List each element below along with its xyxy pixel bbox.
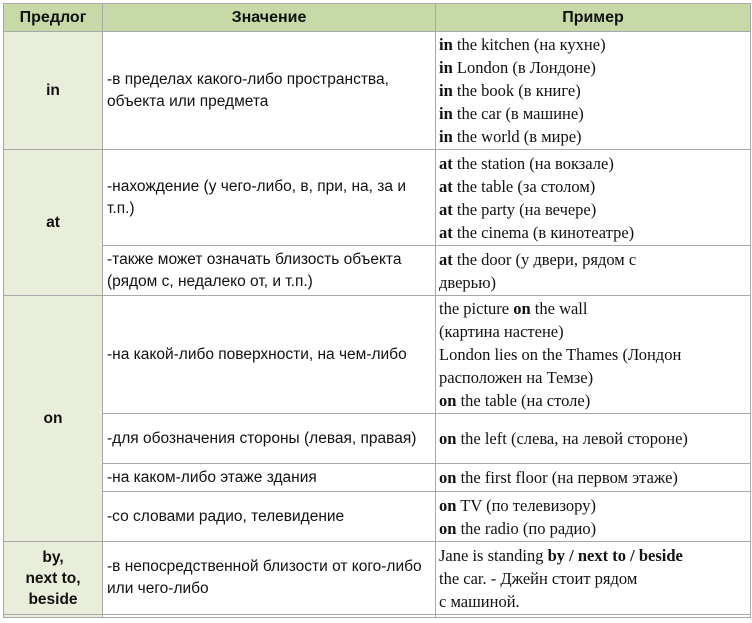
meaning-on-3: -на каком-либо этаже здания: [103, 464, 436, 492]
example-line: [439, 248, 746, 271]
example-line: [439, 517, 746, 540]
example-keyword: in: [439, 35, 453, 54]
examples-on-3: [436, 464, 751, 492]
prep-by: [4, 542, 103, 615]
example-line: [439, 175, 746, 198]
example-text: Jane is standing: [439, 545, 548, 565]
example-line: [439, 567, 746, 590]
example-keyword: in: [439, 104, 453, 123]
example-keyword: on: [513, 299, 531, 318]
meaning-on-1: -на какой-либо поверхности, на чем-либо: [103, 296, 436, 414]
example-line: [439, 320, 746, 343]
prep-on: on: [4, 296, 103, 542]
meaning-on-4: -со словами радио, телевидение: [103, 492, 436, 542]
example-line: [439, 389, 746, 412]
prep-at: at: [4, 150, 103, 296]
meaning-by: -в непосредственной близости от кого-либо или чего-либо: [103, 542, 436, 615]
bottom-strip-cell: [103, 615, 436, 618]
bottom-strip-cell: [4, 615, 103, 618]
header-row: [4, 4, 751, 32]
row-on-2: [4, 414, 751, 464]
example-text: the table (за столом): [452, 176, 596, 196]
example-keyword: in: [439, 127, 453, 146]
prep-by-line: next to,: [25, 569, 81, 587]
example-text: the left (слева, на левой стороне): [456, 429, 688, 448]
examples-in: [436, 32, 751, 150]
row-at-2: [4, 246, 751, 296]
example-keyword: on: [439, 468, 457, 487]
example-keyword: at: [439, 222, 453, 242]
example-text: the first floor (на первом этаже): [456, 468, 678, 487]
bottom-strip-cell: [436, 615, 751, 618]
row-at-1: [4, 150, 751, 246]
example-text: расположен на Темзе): [439, 368, 594, 387]
header-preposition: Предлог: [4, 4, 103, 32]
example-line: [439, 590, 746, 613]
row-by: [4, 542, 751, 615]
example-keyword: on: [439, 429, 457, 448]
example-line: [439, 56, 746, 79]
example-line: [439, 466, 746, 489]
examples-at-1: [436, 150, 751, 246]
example-text: дверью): [439, 272, 497, 292]
example-text: the table (на столе): [456, 391, 591, 410]
example-text: the picture: [439, 299, 514, 318]
example-keyword: in: [439, 58, 453, 77]
example-keyword: at: [439, 199, 453, 219]
example-line: [439, 271, 746, 294]
table-bottom-strip: [4, 615, 751, 618]
example-line: [439, 343, 746, 366]
example-text: the book (в книге): [452, 81, 581, 100]
prep-by-line: beside: [28, 590, 78, 608]
row-on-1: [4, 296, 751, 414]
row-on-3: [4, 464, 751, 492]
example-text: the car (в машине): [452, 104, 584, 123]
example-line: [439, 125, 746, 148]
example-text: the station (на вокзале): [452, 153, 614, 173]
example-text: the car. - Джейн стоит рядом: [439, 568, 638, 588]
example-keyword: on: [439, 391, 457, 410]
example-keyword: on: [439, 495, 457, 515]
examples-on-1: [436, 296, 751, 414]
example-line: [439, 366, 746, 389]
example-text: the cinema (в кинотеатре): [452, 222, 635, 242]
header-example: Пример: [436, 4, 751, 32]
examples-on-2: [436, 414, 751, 464]
meaning-at-2: -также может означать близость объекта (рядом с, недалеко от, и т.п.): [103, 246, 436, 296]
example-text: the door (у двери, рядом с: [452, 249, 637, 269]
example-keyword: by / next to / beside: [547, 545, 683, 565]
prepositions-table: [3, 3, 751, 618]
prep-by-line: by,: [42, 548, 64, 566]
meaning-in: -в пределах какого-либо пространства, объекта или предмета: [103, 32, 436, 150]
example-keyword: on: [439, 518, 457, 538]
example-line: [439, 33, 746, 56]
example-text: TV (по телевизору): [456, 495, 596, 515]
example-line: [439, 102, 746, 125]
meaning-at-1: -нахождение (у чего-либо, в, при, на, за и т.п.): [103, 150, 436, 246]
row-in: [4, 32, 751, 150]
example-line: [439, 297, 746, 320]
examples-by: [436, 542, 751, 615]
meaning-on-2: -для обозначения стороны (левая, правая): [103, 414, 436, 464]
example-text: (картина настене): [439, 322, 564, 341]
example-line: [439, 221, 746, 244]
examples-at-2: [436, 246, 751, 296]
example-line: [439, 198, 746, 221]
example-line: [439, 544, 746, 567]
example-text: the world (в мире): [452, 127, 582, 146]
example-text: the radio (по радио): [456, 518, 597, 538]
example-keyword: at: [439, 249, 453, 269]
example-line: [439, 79, 746, 102]
example-keyword: in: [439, 81, 453, 100]
examples-on-4: [436, 492, 751, 542]
example-text: с машиной.: [439, 591, 520, 611]
example-text: London (в Лондоне): [452, 58, 596, 77]
example-line: [439, 427, 746, 450]
example-line: [439, 494, 746, 517]
header-meaning: Значение: [103, 4, 436, 32]
example-keyword: at: [439, 176, 453, 196]
example-keyword: at: [439, 153, 453, 173]
example-text: the party (на вечере): [452, 199, 597, 219]
example-text: the kitchen (на кухне): [452, 35, 606, 54]
row-on-4: [4, 492, 751, 542]
prep-in: in: [4, 32, 103, 150]
example-text: London lies on the Thames (Лондон: [439, 345, 682, 364]
example-line: [439, 152, 746, 175]
example-text: the wall: [530, 299, 588, 318]
